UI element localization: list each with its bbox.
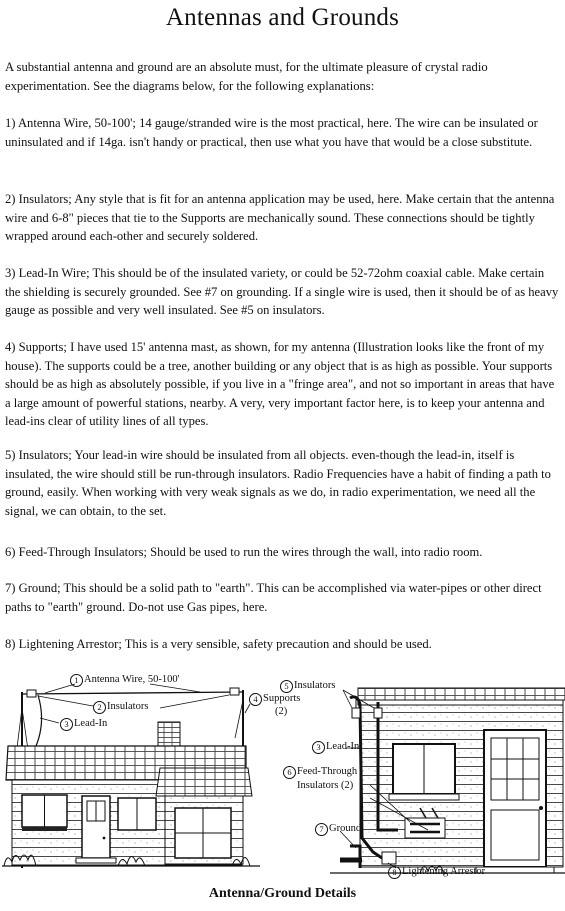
label-number: 2	[93, 701, 106, 714]
label-number: 3	[312, 741, 325, 754]
page-title: Antennas and Grounds	[165, 4, 400, 31]
label-lead-in-right	[312, 741, 359, 754]
label-ground	[315, 823, 361, 836]
label-lead-in-left	[60, 718, 107, 731]
label-supports	[249, 693, 300, 718]
label-text: Lead-In	[326, 741, 360, 752]
label-antenna-wire	[70, 674, 179, 687]
label-number: 5	[280, 680, 293, 693]
explanation-item-2: 2) Insulators; Any style that is fit for an antenna application may be used, here. Make certain that the antenna wire and 6-8" pieces that tie to the Supports are mechanically sound. These connections should be tightly wrapped around each-other and securely soldered.	[5, 192, 555, 243]
explanation-item-8: 8) Lightening Arrestor; This is a very sensible, safety precaution and should be used.	[5, 637, 432, 651]
label-text: Supports	[263, 693, 301, 704]
label-number: 3	[60, 718, 73, 731]
label-number: 6	[283, 766, 296, 779]
intro-paragraph: A substantial antenna and ground are an absolute must, for the ultimate pleasure of crystal radio experimentation. See the diagrams below, for the following explanations:	[5, 60, 488, 93]
label-text: Lightening Arrestor	[402, 866, 486, 877]
label-text: Feed-Through	[297, 766, 358, 777]
label-text: Ground	[329, 823, 362, 834]
label-number: 1	[70, 674, 83, 687]
explanation-item-6: 6) Feed-Through Insulators; Should be used to run the wires through the wall, into radio room.	[5, 545, 483, 559]
label-text: Insulators	[294, 680, 336, 691]
label-number: 4	[249, 693, 262, 706]
label-number: 8	[388, 866, 401, 879]
antenna-ground-illustration	[0, 668, 565, 911]
explanation-item-3: 3) Lead-In Wire; This should be of the insulated variety, or could be 52-72ohm coaxial cable. Make certain the shielding is securely grounded. See #7 on grounding. If a single wire is used, then it should be of as heavy gauge as possible and very well insulated. See #5 on insulators.	[5, 266, 559, 317]
label-subtext: (2)	[275, 706, 288, 717]
label-text: Antenna Wire, 50-100'	[84, 674, 180, 685]
label-text: Insulators	[107, 701, 149, 712]
label-insulators-right	[280, 680, 335, 693]
label-subtext: Insulators (2)	[297, 780, 354, 791]
label-text: Lead-In	[74, 718, 108, 729]
label-number: 7	[315, 823, 328, 836]
explanation-item-1: 1) Antenna Wire, 50-100'; 14 gauge/stranded wire is the most practical, here. The wire can be insulated or uninsulated and if 14ga. isn't handy or practical, then use what you have that would be a close substitute.	[5, 116, 538, 149]
figure-caption: Antenna/Ground Details	[208, 886, 357, 901]
label-insulators-left	[93, 701, 148, 714]
explanation-item-4: 4) Supports; I have used 15' antenna mast, as shown, for my antenna (Illustration looks like the front of my house). The supports could be a tree, another building or any object that is as high as possible. Your supports should be as high as absolutely possible, if you live in a "fringe area", and not so important in areas that have a large amount of powerful stations, nearby. A very, very important factor here, is to keep your antenna and lead-ins clear of utility lines of all types.	[5, 340, 555, 428]
house-right-detail	[330, 688, 565, 875]
label-feed-through	[283, 765, 357, 792]
explanation-item-7: 7) Ground; This should be a solid path to "earth". This can be accomplished via water-pipes or other direct paths to "earth" ground. Do-not use Gas pipes, here.	[5, 581, 542, 614]
label-lightening-arrestor	[388, 866, 485, 879]
explanation-item-5: 5) Insulators; Your lead-in wire should be insulated from all objects. even-though the lead-in, itself is insulated, the wire should still be run-through insulators. Radio Frequencies have a habit of finding a path to ground, easily. When working with very weak signals as we do, in radio experimentation, we need all the signal, we can obtain, to the set.	[5, 448, 551, 518]
